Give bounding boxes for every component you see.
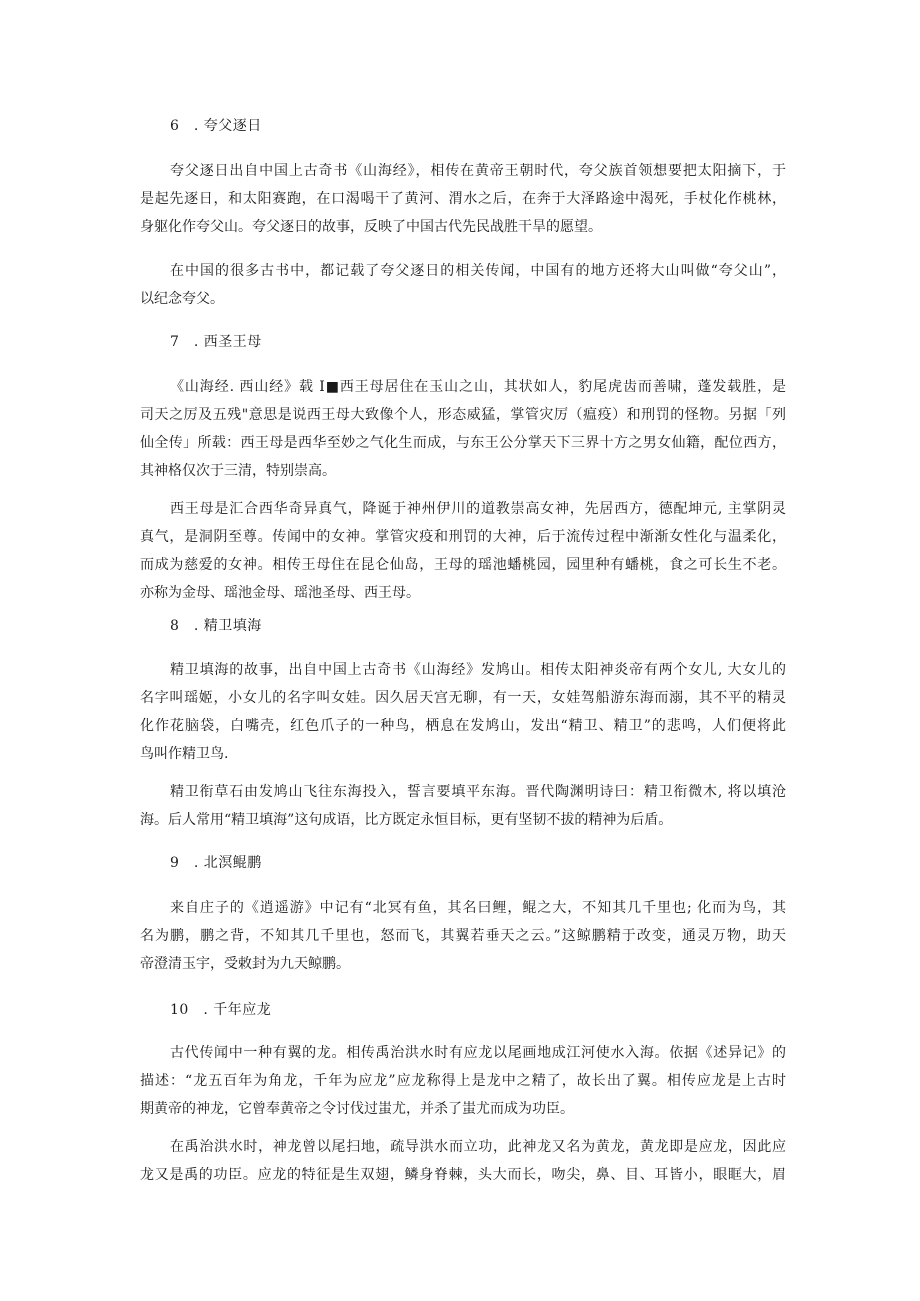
- paragraph-line: 西王母是汇合西华奇异真气，降诞于神州伊川的道教崇高女神，先居西方，德配坤元, 主掌阴灵: [170, 501, 786, 517]
- paragraph-line: 在中国的很多古书中，都记载了夸父逐日的相关传闻，中国有的地方还将大山叫做“夸父山”，: [170, 263, 786, 279]
- paragraph-line: 描述：“龙五百年为角龙，千年为应龙”应龙称得上是龙中之精了，故长出了翼。相传应龙是上古时: [140, 1073, 786, 1089]
- paragraph-line: 亦称为金母、瑶池金母、瑶池圣母、西王母。: [140, 585, 420, 601]
- paragraph-line: 海。后人常用“精卫填海”这句成语，比方既定永恒目标，更有坚韧不拔的精神为后盾。: [140, 812, 673, 828]
- paragraph-line: 名字叫瑶姬，小女儿的名字叫女娃。因久居天宫无聊，有一天，女娃驾船游东海而溺，其不平的精灵: [140, 690, 786, 706]
- paragraph: [140, 1133, 786, 1189]
- paragraph-line: 以纪念夸父。: [140, 291, 224, 307]
- paragraph: [140, 1039, 786, 1123]
- paragraph-line: 鸟叫作精卫鸟.: [140, 746, 229, 762]
- paragraph: [140, 656, 786, 768]
- paragraph-line: 龙又是禹的功臣。应龙的特征是生双翅，鳞身脊棘，头大而长，吻尖，鼻、目、耳皆小，眼眶大，眉: [140, 1167, 786, 1183]
- section-heading: 6 . 夸父逐日: [170, 118, 262, 134]
- paragraph-line: 精卫衔草石由发鸠山飞往东海投入，誓言要填平东海。晋代陶渊明诗曰：精卫衔微木, 将以填沧: [170, 784, 786, 800]
- paragraph: [140, 257, 786, 313]
- paragraph-line: 化作花脑袋，白嘴壳，红色爪子的一种鸟，栖息在发鸠山，发出“精卫、精卫”的悲鸣，人们便将此: [140, 718, 786, 734]
- paragraph-line: 《山海经. 西山经》载 I■西王母居住在玉山之山，其状如人，豹尾虎齿而善啸，蓬发载胜，是: [170, 379, 786, 395]
- paragraph-line: 其神格仅次于三清，特别崇高。: [140, 463, 336, 479]
- section-heading: 7 . 西圣王母: [170, 334, 262, 350]
- paragraph-line: 来自庄子的《逍遥游》中记有“北冥有鱼，其名曰鲤，鲲之大，不知其几千里也; 化而为鸟，其: [170, 900, 786, 916]
- paragraph-line: 名为鹏，鹏之背，不知其几千里也，怒而飞，其翼若垂天之云。”这鲸鹏精于改变，通灵万物，助天: [140, 928, 786, 944]
- paragraph: [140, 157, 786, 241]
- paragraph-line: 是起先逐日，和太阳赛跑，在口渴喝干了黄河、渭水之后，在奔于大泽路途中渴死，手杖化作桃林，: [140, 191, 786, 207]
- paragraph-line: 而成为慈爱的女神。相传王母住在昆仑仙岛，王母的瑶池蟠桃园，园里种有蟠桃，食之可长生不老。: [140, 557, 786, 573]
- paragraph-line: 精卫填海的故事，出自中国上古奇书《山海经》发鸠山。相传太阳神炎帝有两个女儿, 大女儿的: [170, 662, 786, 678]
- section-heading: 9 . 北溟鲲鹏: [170, 855, 262, 871]
- section-heading: 8 . 精卫填海: [170, 618, 262, 634]
- paragraph: [140, 894, 786, 978]
- section-heading: 10 . 千年应龙: [170, 1002, 272, 1018]
- paragraph-line: 真气，是洞阴至尊。传闻中的女神。掌管灾疫和刑罚的大神，后于流传过程中渐渐女性化与温柔化，: [140, 529, 786, 545]
- paragraph-line: 夸父逐日出自中国上古奇书《山海经》，相传在黄帝王朝时代，夸父族首领想要把太阳摘下，于: [170, 163, 786, 179]
- paragraph-line: 期黄帝的神龙，它曾奉黄帝之令讨伐过蚩尤，并杀了蚩尤而成为功臣。: [140, 1101, 574, 1117]
- paragraph-line: 古代传闻中一种有翼的龙。相传禹治洪水时有应龙以尾画地成江河使水入海。依据《述异记》的: [170, 1045, 786, 1061]
- paragraph: [140, 495, 786, 607]
- paragraph-line: 司天之厉及五残"意思是说西王母大致像个人，形态威猛，掌管灾厉（瘟疫）和刑罚的怪物。另据「列: [140, 407, 786, 423]
- paragraph-line: 在禹治洪水时，神龙曾以尾扫地，疏导洪水而立功，此神龙又名为黄龙，黄龙即是应龙，因此应: [170, 1139, 786, 1155]
- paragraph: [140, 373, 786, 485]
- paragraph-line: 仙全传」所载：西王母是西华至妙之气化生而成，与东王公分掌天下三界十方之男女仙籍，配位西方，: [140, 435, 786, 451]
- paragraph-line: 身躯化作夸父山。夸父逐日的故事，反映了中国古代先民战胜干旱的愿望。: [140, 219, 602, 235]
- paragraph: [140, 778, 786, 834]
- paragraph-line: 帝澄清玉宇，受敕封为九天鲸鹏。: [140, 956, 350, 972]
